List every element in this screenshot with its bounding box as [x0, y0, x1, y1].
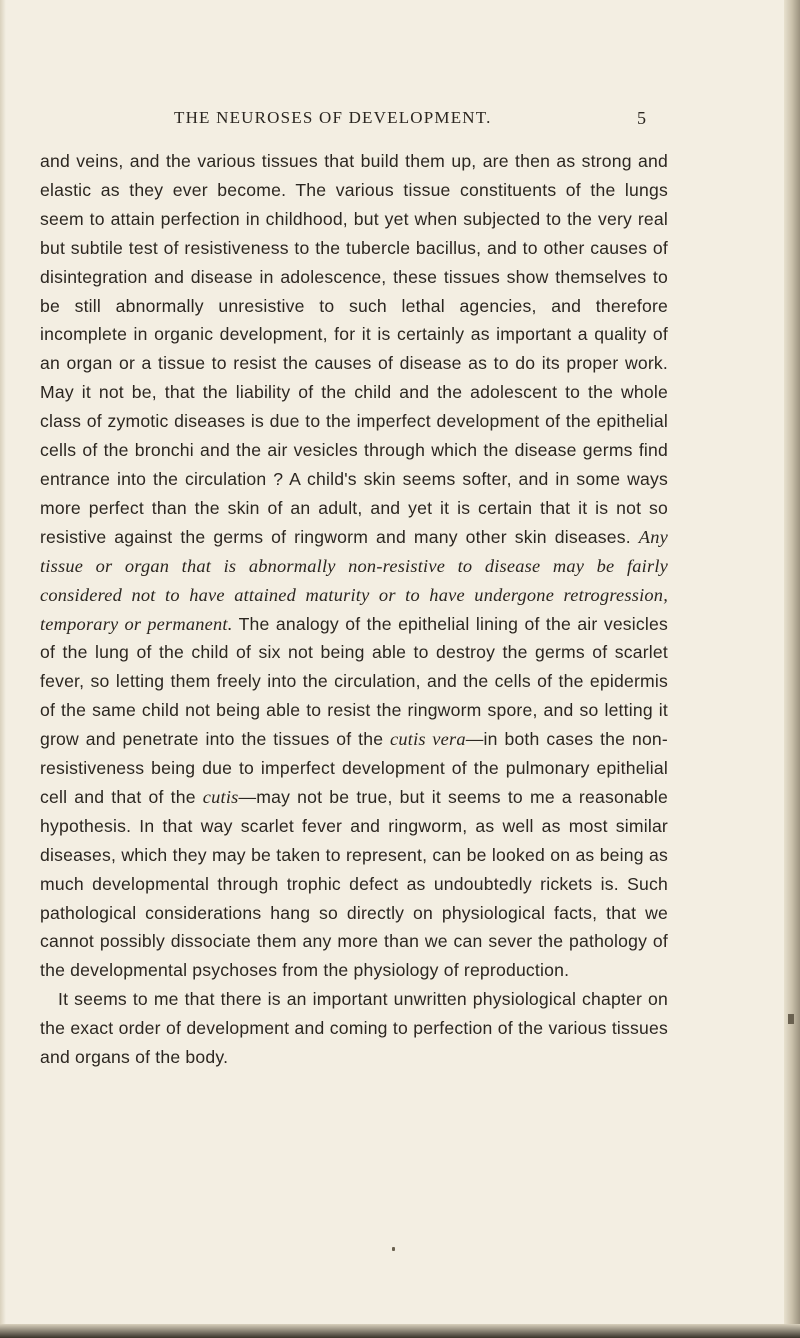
page-bottom-edge — [0, 1324, 800, 1338]
italic-term-cutis-vera: cutis vera — [390, 729, 466, 750]
paragraph-1 — [40, 147, 668, 985]
book-spine-edge — [784, 0, 800, 1338]
italic-term-cutis: cutis — [202, 786, 239, 807]
ink-speck — [392, 1247, 395, 1251]
running-head: THE NEUROSES OF DEVELOPMENT. — [174, 108, 492, 127]
italic-passage: Any tissue or organ that is abnormally non-resistive to disease may be fairly considered not to have attained maturity or to have undergone retrogression, temporary or permanent. — [40, 526, 668, 634]
paragraph-1-text-c: —in both cases the non-resistiveness being due to imperfect development of the pulmonary epithelial cell and that of the — [40, 729, 668, 807]
body-text — [40, 147, 668, 1072]
page-left-edge — [0, 0, 6, 1338]
page-header — [0, 108, 800, 134]
paragraph-2: It seems to me that there is an important unwritten physiological chapter on the exact order of development and coming to perfection of the various tissues and organs of the body. — [40, 989, 668, 1068]
page-number: 5 — [637, 108, 646, 128]
page-mark — [788, 1014, 794, 1024]
paragraph-1-text-b: The analogy of the epithelial lining of the air vesicles of the lung of the child of six not being able to destroy the germs of scarlet fever, so letting them freely into the circulation, and the cells of the epidermis of the same child not being able to resist the ringworm spore, and so letting it grow and penetrate into the tissues of the — [40, 613, 669, 750]
paragraph-1-text-d: —may not be true, but it seems to me a reasonable hypothesis. In that way scarlet fever and ringworm, as well as most similar diseases, which they may be taken to represent, can be looked on as being as much developmental through trophic defect as undoubtedly rickets is. Such pathological considerations hang so directly on physiological facts, that we cannot possibly dissociate them any more than we can sever the pathology of the developmental psychoses from the physiology of reproduction. — [40, 786, 668, 981]
paragraph-1-text-a: and veins, and the various tissues that build them up, are then as strong and elastic as they ever become. The various tissue constituents of the lungs seem to attain perfection in childhood, but yet when subjected to the very real but subtile test of resistiveness to the tubercle bacillus, and to other causes of disintegration and disease in adolescence, these tissues show themselves to be still abnormally unresistive to such lethal agencies, and therefore incomplete in organic development, for it is certainly as important a quality of an organ or a tissue to resist the causes of disease as to do its proper work. May it not be, that the liability of the child and the adolescent to the whole class of zymotic diseases is due to the imperfect development of the epithelial cells of the bronchi and the air vesicles through which the disease germs find entrance into the circulation ? A child's skin seems softer, and in some ways more perfect than the skin of an adult, and yet it is certain that it is not so resistive against the germs of ringworm and many other skin diseases. — [40, 151, 668, 547]
